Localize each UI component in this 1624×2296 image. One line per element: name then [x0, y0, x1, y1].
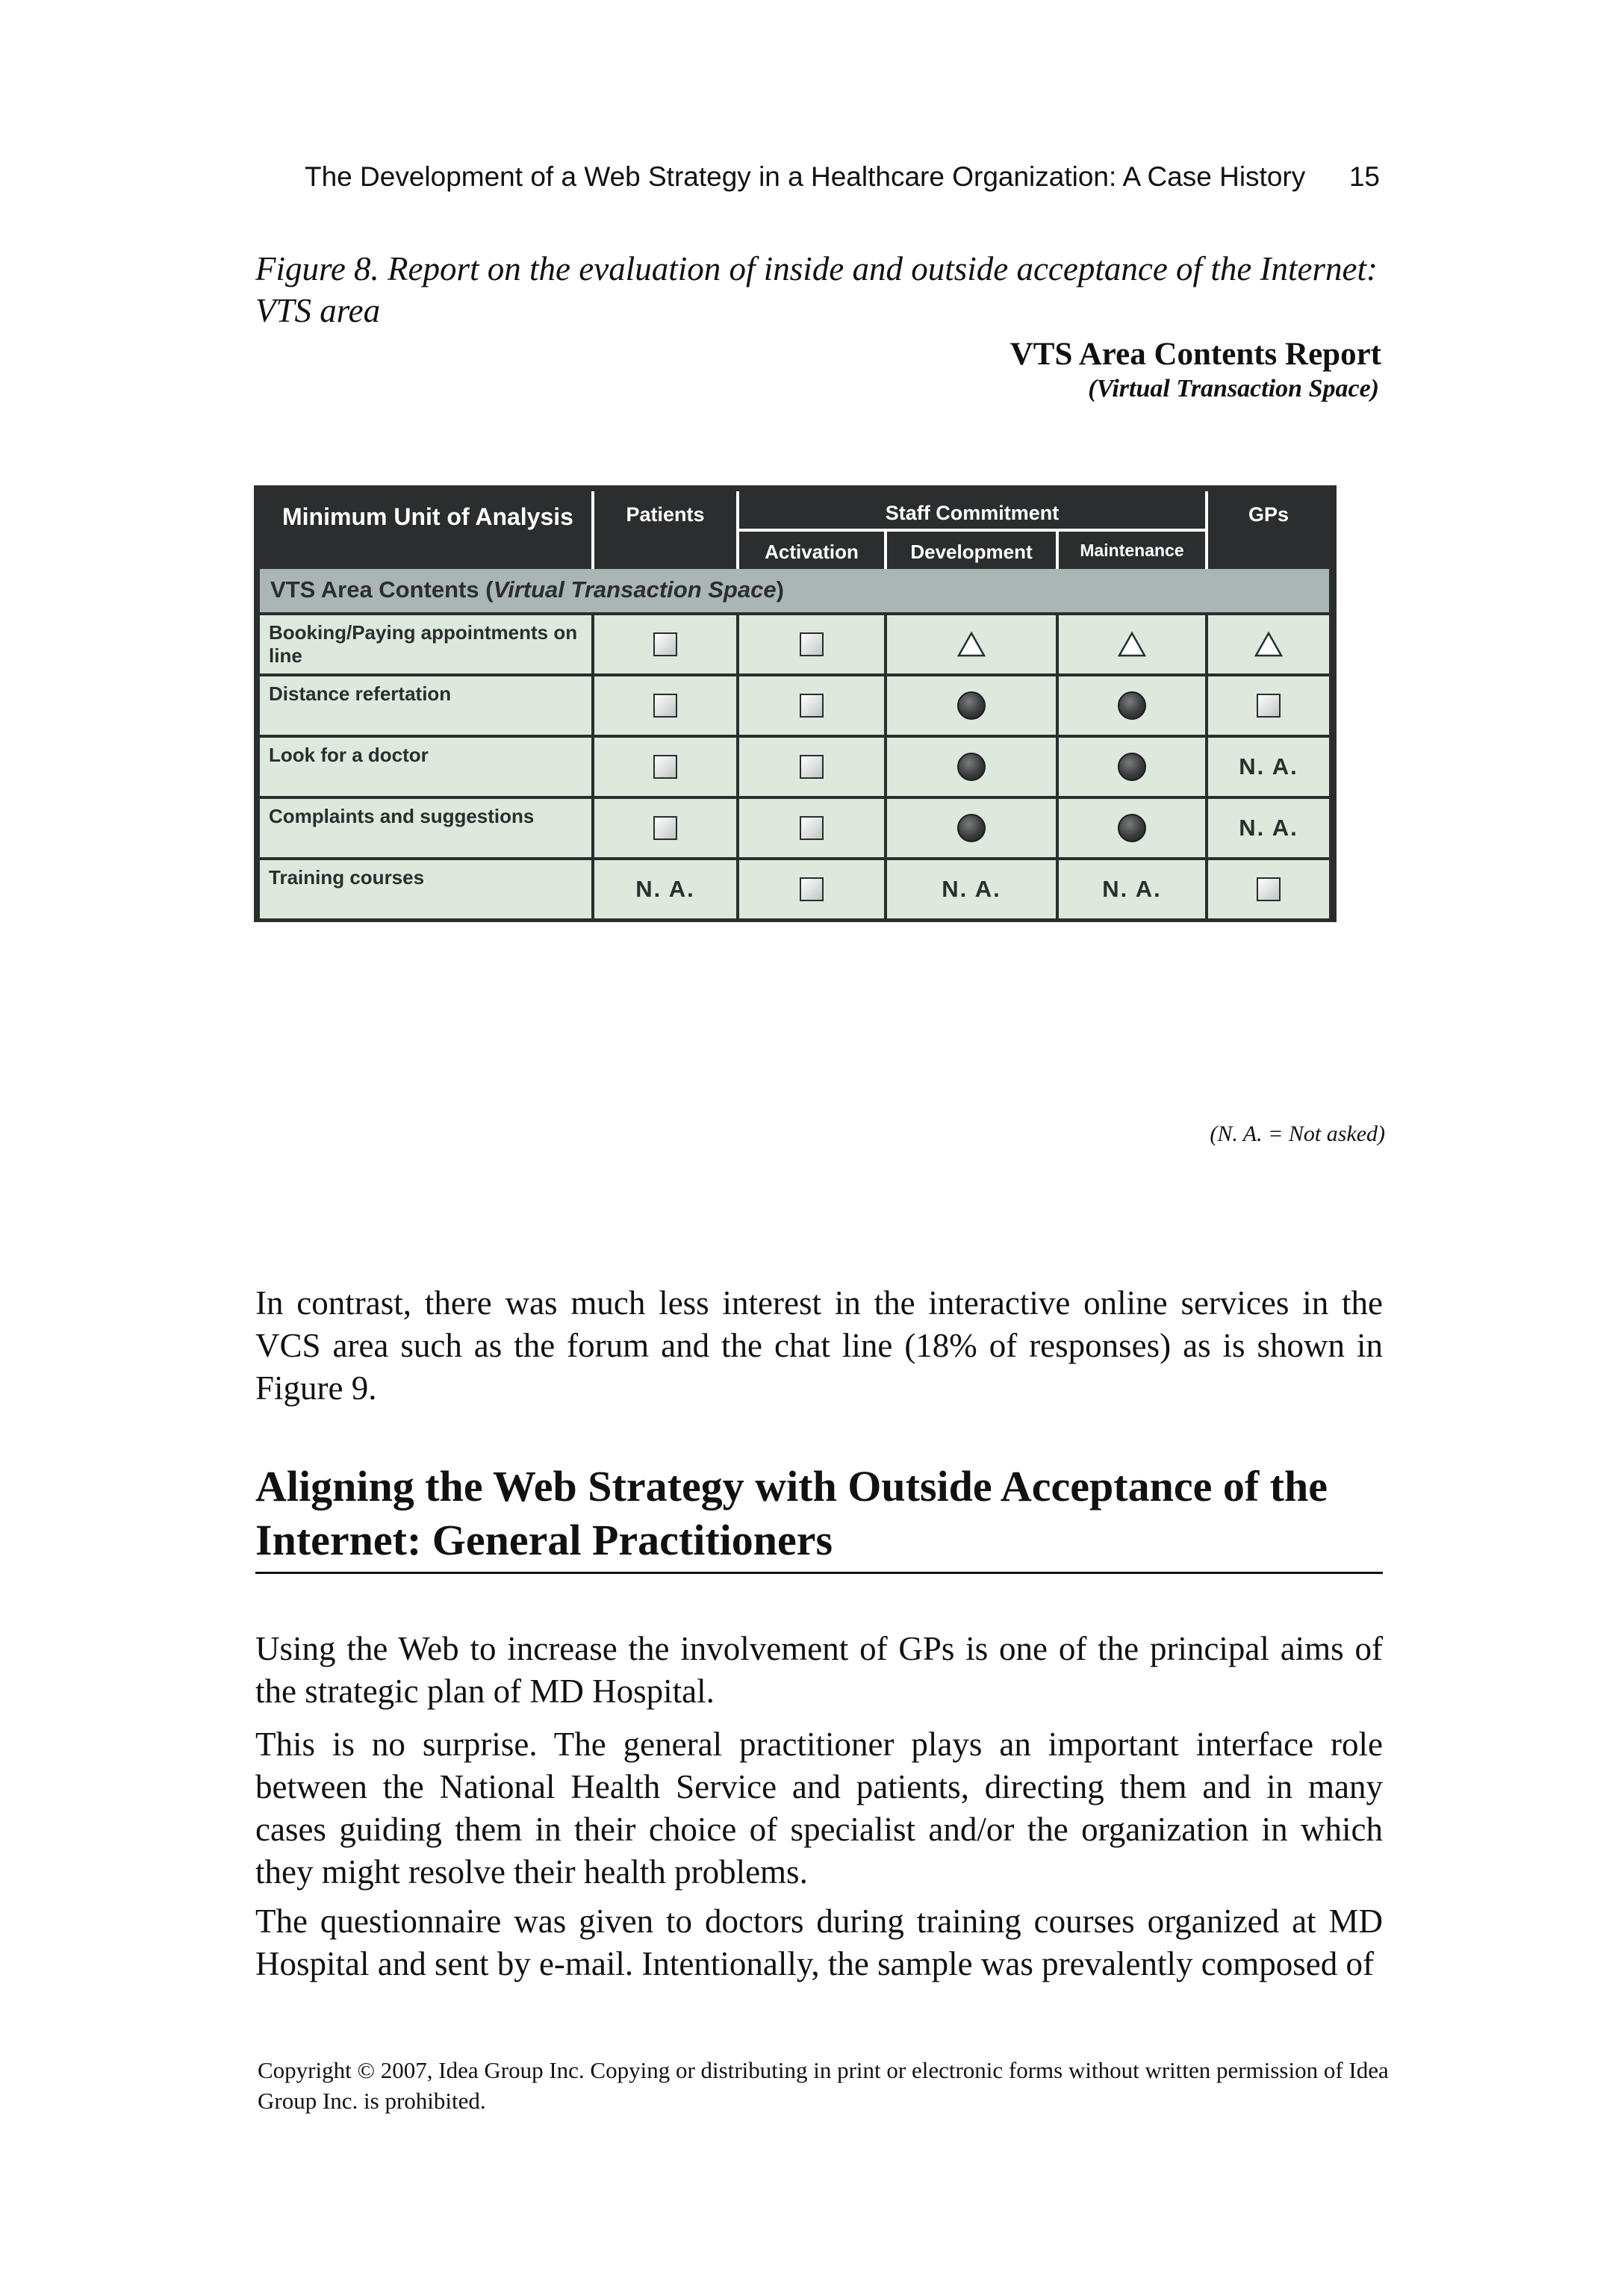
header-maintenance-label: Maintenance	[1080, 541, 1184, 560]
triangle-icon	[1117, 631, 1147, 658]
running-head	[305, 161, 1380, 193]
row-label: Distance refertation	[260, 676, 591, 735]
section-header-suffix: )	[776, 576, 784, 603]
row-label: Complaints and suggestions	[260, 799, 591, 857]
row-label: Look for a doctor	[260, 738, 591, 796]
not-asked-label: N. A.	[635, 876, 695, 902]
section-heading: Aligning the Web Strategy with Outside Acceptance of the Internet: General Practitioners	[255, 1460, 1383, 1574]
table-cell	[1059, 676, 1205, 735]
table-cell	[887, 738, 1056, 796]
square-icon	[800, 816, 824, 840]
filled-circle-icon	[957, 691, 986, 720]
not-asked-label: N. A.	[942, 876, 1001, 902]
header-minimum-unit-label: Minimum Unit of Analysis	[282, 503, 573, 530]
header-minimum-unit	[260, 491, 591, 569]
square-icon	[653, 632, 677, 656]
not-asked-label: N. A.	[1239, 753, 1298, 780]
square-icon	[1257, 694, 1281, 718]
section-header	[260, 569, 1329, 612]
square-icon	[800, 632, 824, 656]
row-label: Training courses	[260, 860, 591, 918]
not-asked-label: N. A.	[1239, 815, 1298, 841]
table-cell	[1208, 676, 1329, 735]
table-cell	[739, 676, 884, 735]
table-cell	[1208, 615, 1329, 673]
table-cell	[1208, 860, 1329, 918]
paragraph-4: The questionnaire was given to doctors during training courses organized at MD Hospital and sent by e-mail. Intentionally, the sample was prevalently composed of	[255, 1903, 1383, 1982]
report-subtitle: (Virtual Transaction Space)	[1088, 375, 1379, 402]
triangle-icon	[1254, 631, 1284, 658]
table-cell	[739, 738, 884, 796]
paragraph-2: Using the Web to increase the involvement of GPs is one of the principal aims of the strategic plan of MD Hospital.	[255, 1630, 1383, 1710]
running-head-title: The Development of a Web Strategy in a Healthcare Organization: A Case History	[305, 161, 1306, 192]
filled-circle-icon	[957, 753, 986, 781]
square-icon	[800, 877, 824, 901]
paragraph-1: In contrast, there was much less interest in the interactive online services in the VCS area such as the forum and the chat line (18% of responses) as is shown in Figure 9.	[255, 1284, 1383, 1407]
header-development-label: Development	[910, 541, 1033, 563]
header-gps	[1208, 491, 1329, 569]
table-cell	[1208, 738, 1329, 796]
table-cell	[1059, 615, 1205, 673]
row-label: Booking/Paying appointments on line	[260, 615, 591, 673]
section-header-prefix: VTS Area Contents (	[270, 576, 494, 603]
square-icon	[653, 755, 677, 779]
table-cell	[594, 676, 736, 735]
header-maintenance	[1059, 532, 1205, 569]
not-asked-label: N. A.	[1102, 876, 1162, 902]
figure-caption: Figure 8. Report on the evaluation of inside and outside acceptance of the Internet: VTS area	[255, 250, 1378, 329]
header-activation	[739, 532, 884, 569]
header-activation-label: Activation	[765, 541, 859, 563]
filled-circle-icon	[1118, 814, 1146, 842]
table-cell	[739, 799, 884, 857]
table-cell	[887, 676, 1056, 735]
table-cell	[1208, 799, 1329, 857]
report-title: VTS Area Contents Report	[1009, 337, 1381, 372]
copyright-notice: Copyright © 2007, Idea Group Inc. Copying or distributing in print or electronic forms without written permission of Idea Group Inc. is prohibited.	[258, 2057, 1389, 2114]
table-cell	[1059, 860, 1205, 918]
header-gps-label: GPs	[1248, 503, 1289, 526]
table-cell	[739, 860, 884, 918]
square-icon	[800, 755, 824, 779]
table-cell	[1059, 799, 1205, 857]
filled-circle-icon	[1118, 691, 1146, 720]
table-cell	[594, 615, 736, 673]
square-icon	[653, 694, 677, 718]
header-patients	[594, 491, 736, 569]
table-cell	[594, 799, 736, 857]
header-development	[887, 532, 1056, 569]
square-icon	[1257, 877, 1281, 901]
square-icon	[653, 816, 677, 840]
page-number: 15	[1348, 161, 1380, 192]
table-cell	[594, 738, 736, 796]
filled-circle-icon	[1118, 753, 1146, 781]
table-cell	[1059, 738, 1205, 796]
table-cell	[887, 860, 1056, 918]
filled-circle-icon	[957, 814, 986, 842]
paragraph-3: This is no surprise. The general practitioner plays an important interface role between the National Health Service and patients, directing them and in many cases guiding them in their choice of specialist and/or the organization in which they might resolve their health problems.	[255, 1726, 1383, 1891]
header-staff-label: Staff Commitment	[885, 502, 1060, 524]
table-body	[254, 612, 1337, 922]
header-patients-label: Patients	[626, 503, 705, 526]
vts-report-table	[254, 485, 1337, 922]
table-cell	[887, 799, 1056, 857]
section-header-italic: Virtual Transaction Space	[493, 576, 777, 603]
figure-note: (N. A. = Not asked)	[1210, 1121, 1385, 1146]
table-cell	[739, 615, 884, 673]
square-icon	[800, 694, 824, 718]
header-staff-commitment	[739, 491, 1205, 529]
table-cell	[887, 615, 1056, 673]
triangle-icon	[956, 631, 986, 658]
table-cell	[594, 860, 736, 918]
